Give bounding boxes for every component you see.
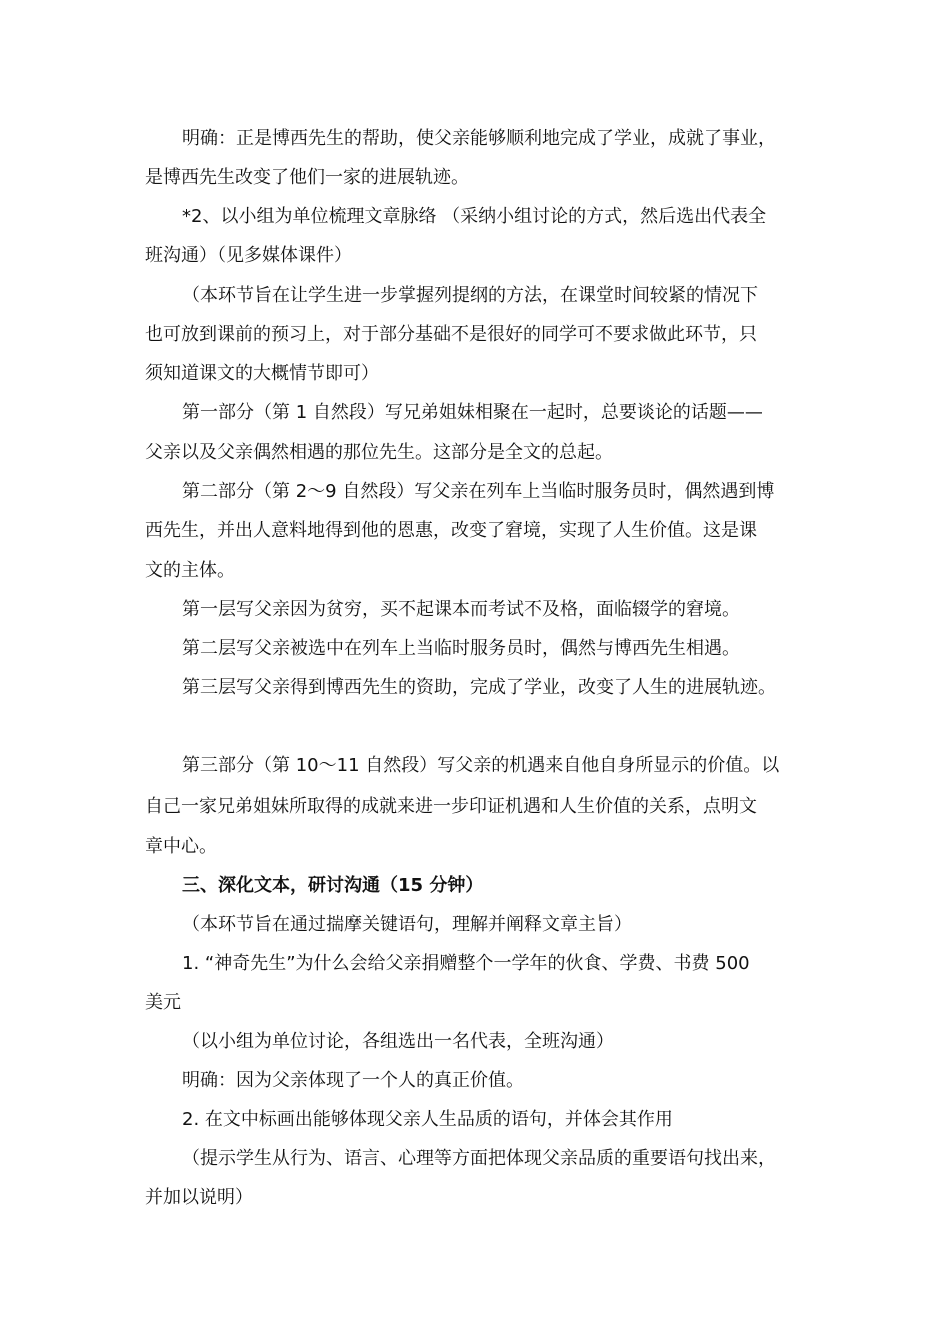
text-line: 第二层写父亲被选中在列车上当临时服务员时，偶然与博西先生相遇。 (182, 638, 740, 659)
text-line: 第三部分（第 10～11 自然段）写父亲的机遇来自他自身所显示的价值。以 (182, 755, 780, 776)
text-line: （以小组为单位讨论，各组选出一名代表，全班沟通） (182, 1031, 614, 1052)
text-line: 须知道课文的大概情节即可） (145, 363, 379, 384)
text-line: 2. 在文中标画出能够体现父亲人生品质的语句，并体会其作用 (182, 1109, 673, 1130)
text-line: 明确：因为父亲体现了一个人的真正价值。 (182, 1070, 524, 1091)
text-line: 美元 (145, 992, 181, 1013)
text-line: 自己一家兄弟姐妹所取得的成就来进一步印证机遇和人生价值的关系，点明文 (145, 796, 757, 817)
text-line: 明确：正是博西先生的帮助，使父亲能够顺利地完成了学业，成就了事业， (182, 128, 776, 149)
text-line: 1. “神奇先生”为什么会给父亲捐赠整个一学年的伙食、学费、书费 500 (182, 953, 750, 974)
text-line: *2、以小组为单位梳理文章脉络 （采纳小组讨论的方式，然后选出代表全 (182, 206, 767, 227)
text-line: 父亲以及父亲偶然相遇的那位先生。这部分是全文的总起。 (145, 442, 613, 463)
section-heading: 三、深化文本，研讨沟通（15 分钟） (182, 875, 484, 896)
text-line: 并加以说明） (145, 1187, 253, 1208)
text-line: （本环节旨在通过揣摩关键语句，理解并阐释文章主旨） (182, 914, 632, 935)
text-line: （提示学生从行为、语言、心理等方面把体现父亲品质的重要语句找出来， (182, 1148, 776, 1169)
text-line: 第一层写父亲因为贫穷，买不起课本而考试不及格，面临辍学的窘境。 (182, 599, 740, 620)
text-line: （本环节旨在让学生进一步掌握列提纲的方法，在课堂时间较紧的情况下 (182, 285, 758, 306)
text-line: 班沟通）（见多媒体课件） (145, 245, 352, 266)
text-line: 西先生，并出人意料地得到他的恩惠，改变了窘境，实现了人生价值。这是课 (145, 520, 757, 541)
text-line: 是博西先生改变了他们一家的进展轨迹。 (145, 167, 469, 188)
text-line: 章中心。 (145, 836, 217, 857)
text-line: 也可放到课前的预习上，对于部分基础不是很好的同学可不要求做此环节，只 (145, 324, 757, 345)
text-line: 第二部分（第 2～9 自然段）写父亲在列车上当临时服务员时，偶然遇到博 (182, 481, 775, 502)
text-line: 第三层写父亲得到博西先生的资助，完成了学业，改变了人生的进展轨迹。 (182, 677, 776, 698)
text-line: 文的主体。 (145, 560, 235, 581)
text-line: 第一部分（第 1 自然段）写兄弟姐妹相聚在一起时，总要谈论的话题—— (182, 402, 763, 423)
